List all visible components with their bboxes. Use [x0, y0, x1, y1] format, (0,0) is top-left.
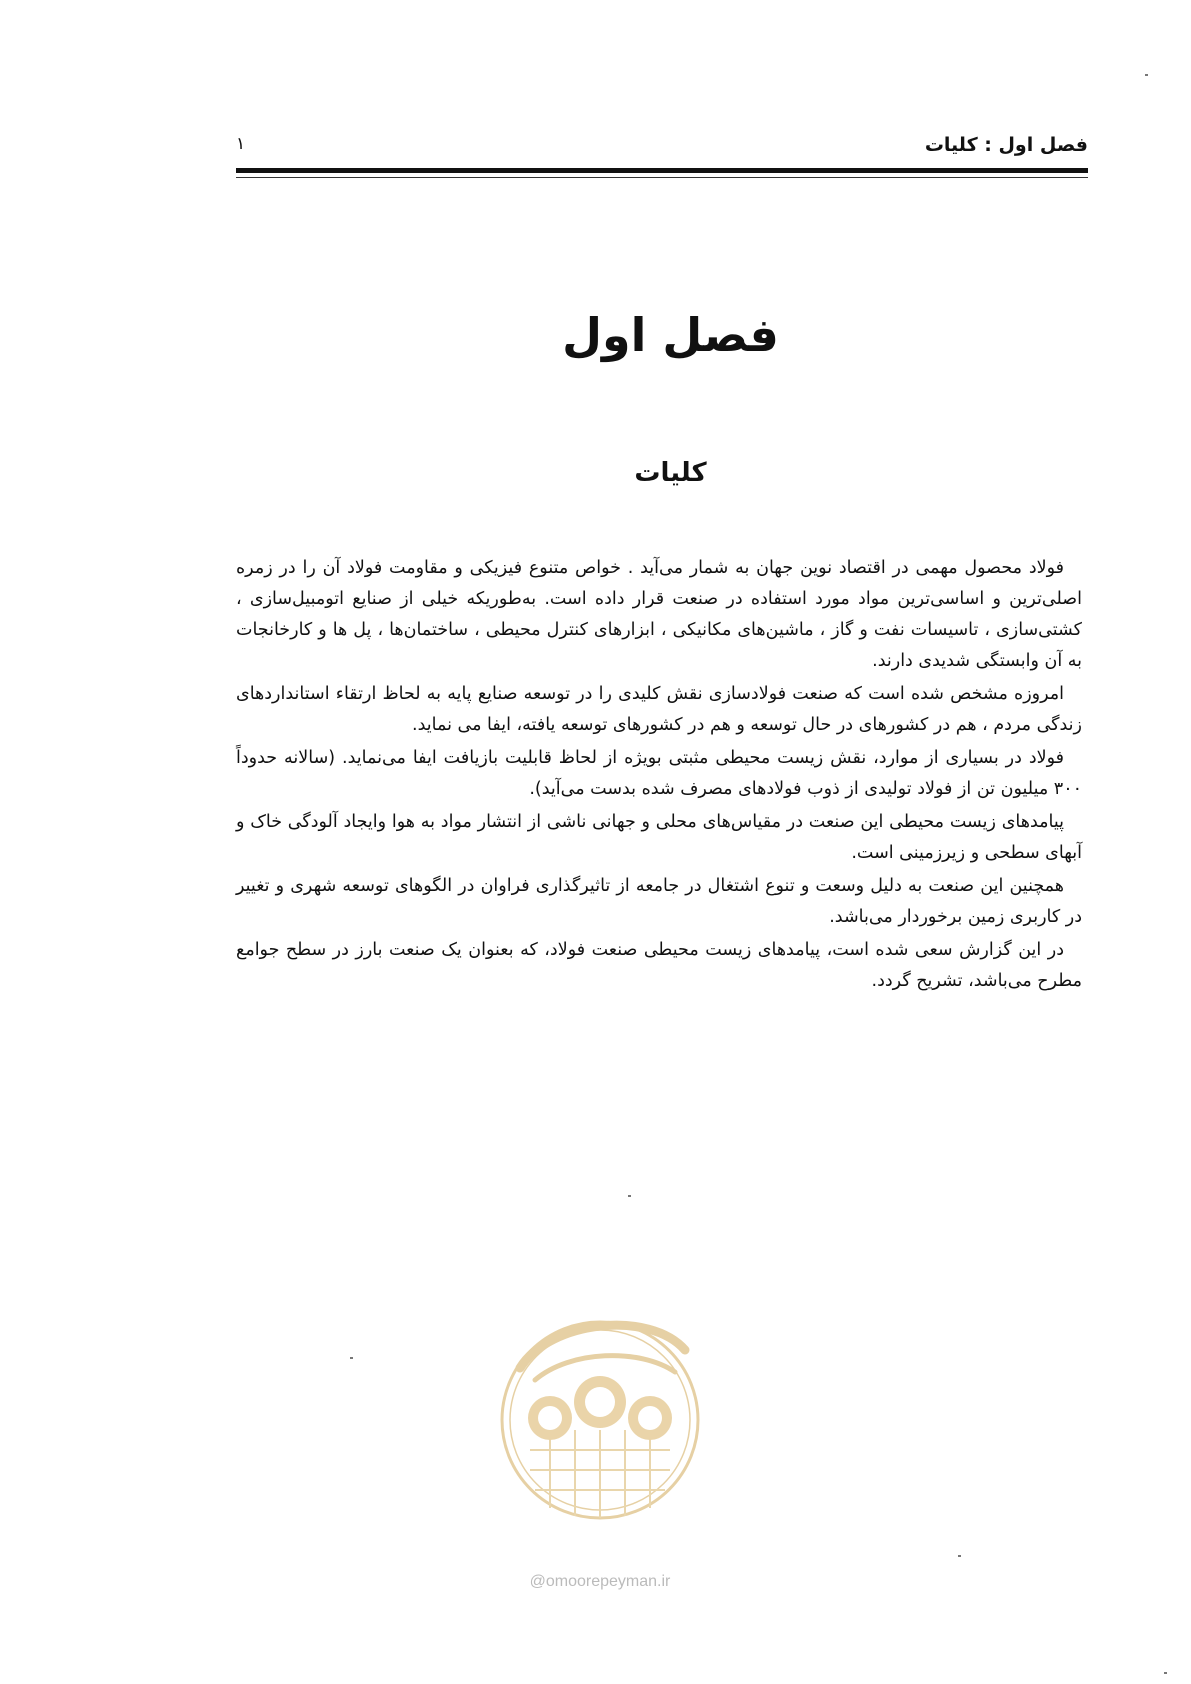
body-text: [236, 553, 1082, 999]
watermark-logo: [490, 1280, 710, 1570]
header-rule-thin: [236, 177, 1088, 178]
running-header: [236, 134, 1088, 164]
page-number: ۱: [236, 134, 246, 154]
paragraph: امروزه مشخص شده است که صنعت فولادسازی نقش کلیدی را در توسعه صنایع پایه به لحاظ ارتقاء استانداردهای زندگی مردم ، هم در کشورهای در حال توسعه و هم در کشورهای توسعه یافته، ایفا می نماید.: [236, 684, 1082, 735]
watermark-site: @omoorepeyman.ir: [529, 1573, 671, 1590]
running-header-title: فصل اول : کلیات: [924, 134, 1088, 156]
scan-speck: [1145, 74, 1148, 76]
header-rule-thick: [236, 168, 1088, 173]
paragraph: در این گزارش سعی شده است، پیامدهای زیست محیطی صنعت فولاد، که بعنوان یک صنعت بارز در سطح جوامع مطرح می‌باشد، تشریح گردد.: [236, 940, 1082, 991]
paragraph: فولاد در بسیاری از موارد، نقش زیست محیطی مثبتی بویژه از لحاظ قابلیت بازیافت ایفا می‌نماید. (سالانه حدوداً ۳۰۰ میلیون تن از فولاد تولیدی از ذوب فولادهای مصرف شده بدست می‌آید).: [236, 748, 1082, 799]
scan-speck: [958, 1555, 961, 1557]
paragraph: همچنین این صنعت به دلیل وسعت و تنوع اشتغال در جامعه از تاثیرگذاری فراوان در الگوهای توسعه شهری و تغییر در کاربری زمین برخوردار می‌باشد.: [236, 876, 1082, 927]
scan-speck: [350, 1357, 353, 1359]
scan-speck: [628, 1195, 631, 1197]
scan-speck: [1164, 1672, 1167, 1674]
chapter-title: فصل اول: [562, 308, 779, 362]
paragraph: پیامدهای زیست محیطی این صنعت در مقیاس‌های محلی و جهانی ناشی از انتشار مواد به هوا وایجاد آلودگی خاک و آبهای سطحی و زیرزمینی است.: [236, 812, 1082, 863]
section-title: کلیات: [634, 458, 707, 488]
paragraph: فولاد محصول مهمی در اقتصاد نوین جهان به شمار می‌آید . خواص متنوع فیزیکی و مقاومت فولاد آن را در زمره اصلی‌ترین و اساسی‌ترین مواد مورد استفاده در صنعت قرار داده است. به‌طوریکه خیلی از صنایع اتومبیل‌سازی ، کشتی‌سازی ، تاسیسات نفت و گاز ، ماشین‌های مکانیکی ، ابزارهای کنترل محیطی ، ساختمان‌ها ، پل ها و کارخانجات به آن وابستگی شدیدی دارند.: [236, 558, 1082, 671]
